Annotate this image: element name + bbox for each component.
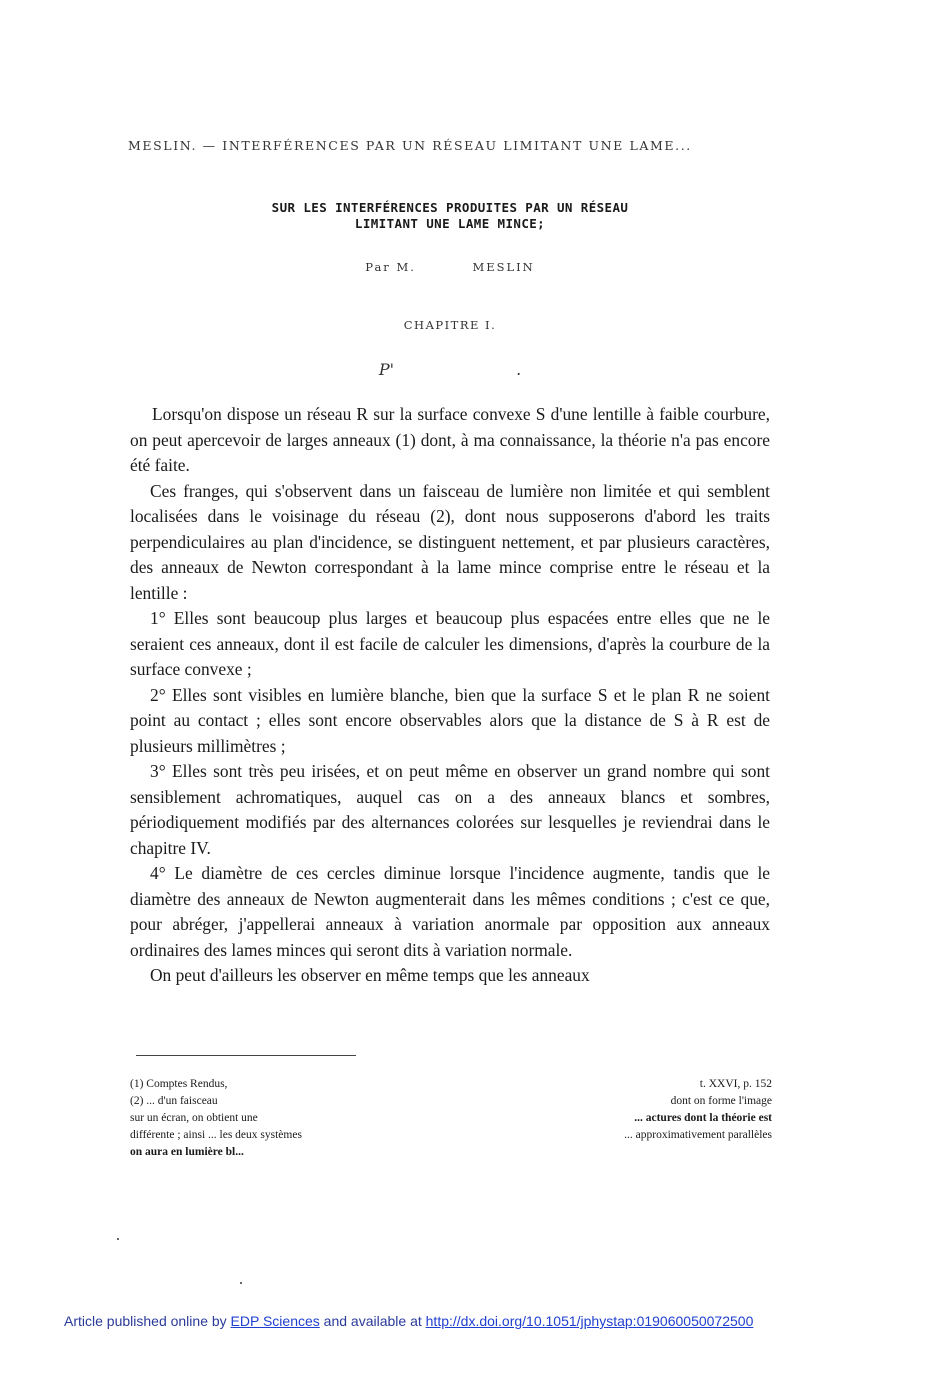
footnotes-right-column [540,1076,772,1144]
scan-speck [117,1238,119,1240]
author-byline: Par M. MESLIN [365,260,535,274]
footnote-line: différente ; ainsi ... les deux systèmes [130,1129,302,1141]
paragraph-3: 1° Elles sont beaucoup plus larges et beaucoup plus espacées entre elles que ne le seraient ces anneaux, dont il est facile de calculer les dimensions, d'après la courbure de la surface convexe ; [130,608,770,679]
article-title [130,200,770,232]
paragraph-1: Lorsqu'on dispose un réseau R sur la surface convexe S d'une lentille à faible courbure, on peut apercevoir de larges anneaux (1) dont, à ma connaissance, la théorie n'a pas encore été faite. [130,404,770,475]
publication-note [64,1313,884,1329]
publication-note-middle: and available at [319,1313,426,1329]
paragraph-4: 2° Elles sont visibles en lumière blanche, bien que la surface S et le plan R ne soient point au contact ; elles sont encore observables alors que la distance de S à R est de plusieurs millimètres ; [130,684,770,756]
footnote-line: (1) Comptes Rendus, [130,1078,228,1090]
chapter-heading: CHAPITRE I. [403,318,497,332]
footnote-divider [136,1055,356,1056]
body-text [130,402,770,989]
footnote-line: (2) ... d'un faisceau [130,1095,218,1107]
footnotes-left-column [130,1076,420,1161]
title-line-2: LIMITANT UNE LAME MINCE; [354,216,546,231]
footnote-line: sur un écran, on obtient une [130,1112,258,1124]
doi-link[interactable]: http://dx.doi.org/10.1051/jphystap:019060050072500 [425,1313,754,1329]
footnote-line: ... actures dont la théorie est [634,1112,772,1124]
title-line-1: SUR LES INTERFÉRENCES PRODUITES PAR UN RÉSEAU [271,200,629,215]
paragraph-6: 4° Le diamètre de ces cercles diminue lorsque l'incidence augmente, tandis que le diamètre des anneaux de Newton augmenterait dans les mêmes conditions ; c'est ce que, pour abréger, j'appellerai anneaux à variation anormale par opposition aux anneaux ordinaires des lames minces qui seront dits à variation normale. [130,863,770,960]
footnote-line: dont on forme l'image [670,1095,772,1107]
scan-speck [240,1282,242,1284]
edp-sciences-link[interactable]: EDP Sciences [230,1313,320,1329]
footnote-line: on aura en lumière bl... [130,1146,244,1158]
running-head: MESLIN. — INTERFÉRENCES PAR UN RÉSEAU LIMITANT UNE LAME... [128,138,692,153]
publication-note-prefix: Article published online by [64,1313,231,1329]
paragraph-7: On peut d'ailleurs les observer en même temps que les anneaux [150,965,590,985]
footnote-line: t. XXVI, p. 152 [699,1078,772,1090]
paragraph-2: Ces franges, qui s'observent dans un faisceau de lumière non limitée et qui semblent localisées dans le voisinage du réseau (2), dont nous supposerons d'abord les traits perpendiculaires au plan d'incidence, se distinguent nettement, et par plusieurs caractères, des anneaux de Newton correspondant à la lame mince comprise entre le réseau et la lentille : [130,480,770,603]
section-heading: P' . [378,360,522,379]
paragraph-5: 3° Elles sont très peu irisées, et on peut même en observer un grand nombre qui sont sensiblement achromatiques, auquel cas on a des anneaux blancs et sombres, périodiquement modifiés par des alternances colorées sur lesquelles je reviendrai dans le chapitre IV. [130,761,770,858]
footnote-line: ... approximativement parallèles [624,1129,772,1141]
